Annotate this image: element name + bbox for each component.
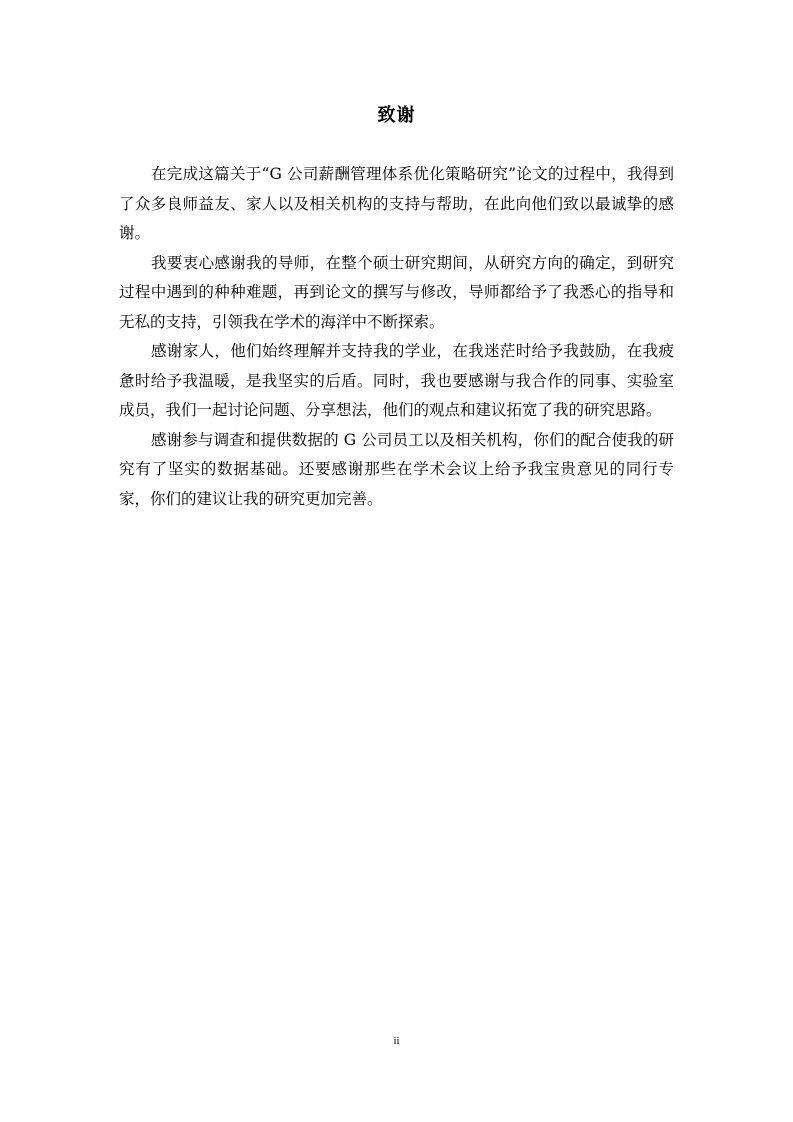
acknowledgement-body bbox=[119, 160, 674, 514]
paragraph-1: 在完成这篇关于“G 公司薪酬管理体系优化策略研究”论文的过程中，我得到了众多良师益友、家人以及相关机构的支持与帮助，在此向他们致以最诚挚的感谢。 bbox=[119, 165, 674, 242]
page-title: 致谢 bbox=[377, 105, 416, 126]
page-number: ii bbox=[393, 1035, 400, 1047]
paragraph-2: 我要衷心感谢我的导师，在整个硕士研究期间，从研究方向的确定，到研究过程中遇到的种种难题，再到论文的撰写与修改，导师都给予了我悉心的指导和无私的支持，引领我在学术的海洋中不断探索。 bbox=[119, 253, 674, 331]
paragraph-4: 感谢参与调查和提供数据的 G 公司员工以及相关机构，你们的配合使我的研究有了坚实的数据基础。还要感谢那些在学术会议上给予我宝贵意见的同行专家，你们的建议让我的研究更加完善。 bbox=[119, 430, 674, 508]
paragraph-3: 感谢家人，他们始终理解并支持我的学业，在我迷茫时给予我鼓励，在我疲惫时给予我温暖，是我坚实的后盾。同时，我也要感谢与我合作的同事、实验室成员，我们一起讨论问题、分享想法，他们的观点和建议拓宽了我的研究思路。 bbox=[119, 342, 674, 419]
